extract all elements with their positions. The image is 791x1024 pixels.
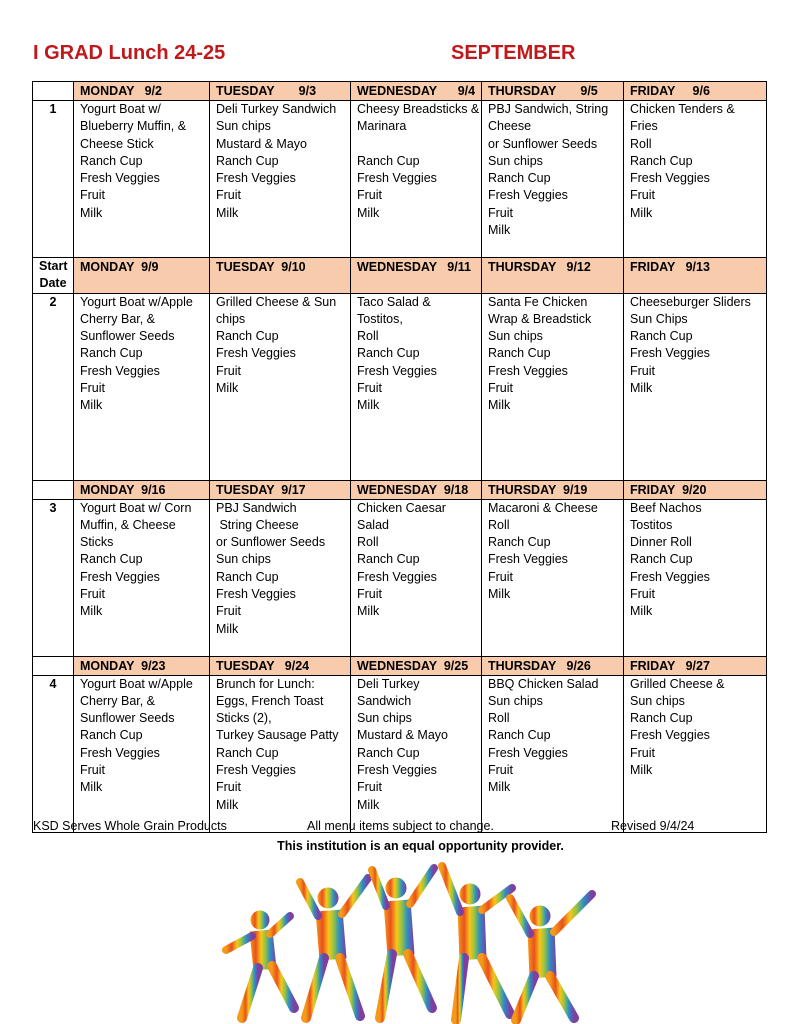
day-menu-cell	[482, 101, 624, 258]
menu-item: Wrap & Breadstick	[488, 311, 592, 326]
subject-to-change-note: All menu items subject to change.	[307, 819, 494, 833]
menu-item: Marinara	[357, 119, 407, 134]
day-menu-cell	[624, 499, 767, 656]
menu-item: Fruit	[488, 763, 513, 778]
menu-item: Ranch Cup	[80, 728, 143, 743]
whole-grain-note: KSD Serves Whole Grain Products	[33, 819, 227, 833]
menu-item: Fruit	[488, 381, 513, 396]
menu-item: Fresh Veggies	[488, 552, 568, 567]
menu-item: Milk	[630, 763, 653, 778]
menu-item: Sun chips	[488, 329, 543, 344]
menu-item: Ranch Cup	[357, 552, 420, 567]
day-menu-cell	[624, 293, 767, 480]
day-menu-cell	[351, 499, 482, 656]
menu-item: Muffin, & Cheese	[80, 517, 176, 532]
day-menu-cell	[210, 675, 351, 832]
equal-opportunity-statement: This institution is an equal opportunity provider.	[277, 839, 564, 853]
menu-item: Beef Nachos	[630, 500, 702, 515]
menu-item: Roll	[488, 517, 510, 532]
menu-item: Roll	[357, 329, 379, 344]
menu-item: Ranch Cup	[630, 153, 693, 168]
menu-item: Fresh Veggies	[357, 363, 437, 378]
start-date-label: Date	[39, 276, 67, 291]
menu-item: Milk	[357, 604, 380, 619]
menu-item: Milk	[80, 604, 103, 619]
day-menu-cell	[74, 293, 210, 480]
menu-item: Sunflower Seeds	[80, 711, 175, 726]
menu-item: Fresh Veggies	[630, 728, 710, 743]
menu-item: Sun chips	[216, 119, 271, 134]
day-menu-cell	[482, 675, 624, 832]
day-header: FRIDAY 9/20	[624, 480, 767, 499]
menu-item: Roll	[488, 711, 510, 726]
day-header: WEDNESDAY 9/4	[351, 82, 482, 101]
menu-item: Sun chips	[488, 693, 543, 708]
day-menu-cell	[210, 101, 351, 258]
menu-item: Ranch Cup	[80, 153, 143, 168]
menu-item: Milk	[80, 205, 103, 220]
menu-item: Tostitos	[630, 517, 673, 532]
menu-item: Milk	[357, 398, 380, 413]
day-header: WEDNESDAY 9/18	[351, 480, 482, 499]
day-header: THURSDAY 9/19	[482, 480, 624, 499]
menu-item: Tostitos,	[357, 311, 403, 326]
menu-item: Ranch Cup	[80, 346, 143, 361]
week-menu-row	[33, 499, 767, 656]
menu-item: Cherry Bar, &	[80, 311, 156, 326]
menu-item: Ranch Cup	[630, 552, 693, 567]
menu-item: Sun chips	[357, 711, 412, 726]
menu-item: Fruit	[216, 363, 241, 378]
revised-date: Revised 9/4/24	[611, 819, 695, 833]
day-header: FRIDAY 9/13	[624, 258, 767, 294]
day-menu-cell	[351, 293, 482, 480]
day-header: MONDAY 9/16	[74, 480, 210, 499]
day-header: MONDAY 9/2	[74, 82, 210, 101]
day-menu-cell	[624, 675, 767, 832]
day-header: THURSDAY 9/26	[482, 656, 624, 675]
week-menu-row	[33, 101, 767, 258]
menu-item: Sun chips	[488, 153, 543, 168]
menu-item: Taco Salad &	[357, 294, 431, 309]
day-header: WEDNESDAY 9/11	[351, 258, 482, 294]
menu-item: Ranch Cup	[357, 346, 420, 361]
menu-item: Ranch Cup	[488, 728, 551, 743]
menu-item: Fresh Veggies	[80, 363, 160, 378]
menu-item: Fruit	[630, 745, 655, 760]
menu-item: Fruit	[216, 188, 241, 203]
menu-item: Cherry Bar, &	[80, 693, 156, 708]
week-header-row	[33, 480, 767, 499]
menu-item: Ranch Cup	[488, 535, 551, 550]
menu-item: Fries	[630, 119, 658, 134]
menu-item: Milk	[488, 398, 511, 413]
menu-item: Milk	[80, 398, 103, 413]
menu-item: Ranch Cup	[357, 745, 420, 760]
week-header-row	[33, 82, 767, 101]
week-number: 3	[33, 499, 74, 656]
menu-item: Ranch Cup	[216, 569, 279, 584]
menu-item: Chicken Caesar	[357, 500, 446, 515]
menu-item: Sun chips	[216, 552, 271, 567]
menu-item: Fruit	[630, 363, 655, 378]
menu-item: Ranch Cup	[488, 171, 551, 186]
menu-item: Fruit	[80, 381, 105, 396]
week-header-corner	[33, 258, 74, 294]
day-menu-cell	[482, 499, 624, 656]
menu-item: or Sunflower Seeds	[216, 535, 326, 550]
menu-item: Yogurt Boat w/Apple	[80, 676, 193, 691]
menu-item: or Sunflower Seeds	[488, 136, 598, 151]
month-title: SEPTEMBER	[451, 42, 576, 64]
menu-item: Salad	[357, 517, 389, 532]
menu-item: Fresh Veggies	[216, 171, 296, 186]
menu-item: Milk	[630, 604, 653, 619]
day-header: TUESDAY 9/10	[210, 258, 351, 294]
menu-item: Fresh Veggies	[216, 346, 296, 361]
menu-item: Milk	[488, 587, 511, 602]
day-menu-cell	[482, 293, 624, 480]
menu-item: Fresh Veggies	[216, 763, 296, 778]
day-header: THURSDAY 9/5	[482, 82, 624, 101]
menu-item: Fresh Veggies	[80, 171, 160, 186]
day-header: TUESDAY 9/3	[210, 82, 351, 101]
menu-item: Cheesy Breadsticks &	[357, 102, 480, 116]
dancing-people-icon	[220, 858, 600, 1024]
menu-item: BBQ Chicken Salad	[488, 676, 599, 691]
day-header: FRIDAY 9/6	[624, 82, 767, 101]
menu-item: Deli Turkey	[357, 676, 420, 691]
menu-item: Fresh Veggies	[216, 587, 296, 602]
menu-item: Fresh Veggies	[80, 569, 160, 584]
week-header-corner	[33, 480, 74, 499]
menu-item: Dinner Roll	[630, 535, 692, 550]
menu-item: Milk	[216, 621, 239, 636]
menu-item: Milk	[488, 223, 511, 238]
menu-item: Fruit	[488, 205, 513, 220]
menu-item: Ranch Cup	[216, 745, 279, 760]
menu-item: Sunflower Seeds	[80, 329, 175, 344]
menu-item: Fruit	[357, 188, 382, 203]
menu-item: Sandwich	[357, 693, 412, 708]
menu-item: Fresh Veggies	[630, 569, 710, 584]
menu-item: Yogurt Boat w/	[80, 102, 161, 116]
menu-item: Fruit	[357, 587, 382, 602]
menu-item: Fruit	[357, 780, 382, 795]
menu-item: Fresh Veggies	[488, 363, 568, 378]
menu-item: Fresh Veggies	[630, 346, 710, 361]
start-date-label: Start	[39, 259, 68, 273]
menu-item: PBJ Sandwich	[216, 500, 297, 515]
menu-item: String Cheese	[216, 517, 299, 532]
menu-item: Fruit	[488, 569, 513, 584]
menu-item: Milk	[630, 381, 653, 396]
menu-item: Fruit	[630, 587, 655, 602]
menu-item: Fresh Veggies	[488, 188, 568, 203]
menu-item: Chicken Tenders &	[630, 102, 735, 116]
menu-item: Fruit	[216, 780, 241, 795]
menu-item: Cheese Stick	[80, 136, 154, 151]
menu-item: Deli Turkey Sandwich	[216, 102, 337, 116]
menu-item: Blueberry Muffin, &	[80, 119, 187, 134]
day-menu-cell	[351, 101, 482, 258]
menu-item: Mustard & Mayo	[216, 136, 308, 151]
menu-item: Fruit	[216, 604, 241, 619]
menu-item: Fruit	[80, 587, 105, 602]
menu-item: Fruit	[357, 381, 382, 396]
menu-item: Sticks (2),	[216, 711, 272, 726]
day-header: FRIDAY 9/27	[624, 656, 767, 675]
day-header: MONDAY 9/23	[74, 656, 210, 675]
week-menu-row	[33, 675, 767, 832]
menu-item: Ranch Cup	[216, 329, 279, 344]
menu-item: Ranch Cup	[630, 711, 693, 726]
menu-item: Sun Chips	[630, 311, 688, 326]
week-number: 2	[33, 293, 74, 480]
menu-item: Roll	[357, 535, 379, 550]
day-menu-cell	[210, 293, 351, 480]
menu-item: Cheeseburger Sliders	[630, 294, 751, 309]
day-menu-cell	[74, 101, 210, 258]
day-header: WEDNESDAY 9/25	[351, 656, 482, 675]
menu-item: Fruit	[80, 763, 105, 778]
day-header: THURSDAY 9/12	[482, 258, 624, 294]
week-number: 1	[33, 101, 74, 258]
menu-item: Milk	[216, 797, 239, 812]
menu-item: Fruit	[630, 188, 655, 203]
menu-item: Milk	[630, 205, 653, 220]
menu-item: Sun chips	[630, 693, 685, 708]
lunch-menu-table	[32, 81, 767, 833]
week-number: 4	[33, 675, 74, 832]
menu-item: Fresh Veggies	[488, 745, 568, 760]
menu-item: Cheese	[488, 119, 532, 134]
menu-item: Yogurt Boat w/Apple	[80, 294, 193, 309]
menu-item: Brunch for Lunch:	[216, 676, 315, 691]
menu-item: Eggs, French Toast	[216, 693, 324, 708]
menu-item: Roll	[630, 136, 652, 151]
menu-item: PBJ Sandwich, String	[488, 102, 609, 116]
menu-item: Fresh Veggies	[357, 569, 437, 584]
menu-item: Milk	[357, 205, 380, 220]
menu-item: Grilled Cheese &	[630, 676, 725, 691]
menu-item: Fresh Veggies	[630, 171, 710, 186]
menu-item: Milk	[357, 797, 380, 812]
menu-item: Ranch Cup	[357, 153, 420, 168]
week-header-row	[33, 258, 767, 294]
day-menu-cell	[210, 499, 351, 656]
menu-item: Grilled Cheese & Sun	[216, 294, 337, 309]
menu-item: Fresh Veggies	[80, 745, 160, 760]
week-header-row	[33, 656, 767, 675]
menu-item: Milk	[216, 205, 239, 220]
week-menu-row	[33, 293, 767, 480]
day-header: TUESDAY 9/24	[210, 656, 351, 675]
day-menu-cell	[74, 499, 210, 656]
week-header-corner	[33, 82, 74, 101]
menu-item: Sticks	[80, 535, 114, 550]
menu-title: I GRAD Lunch 24-25	[33, 42, 226, 64]
menu-item: Milk	[216, 381, 239, 396]
day-menu-cell	[624, 101, 767, 258]
menu-item: Milk	[488, 780, 511, 795]
day-header: TUESDAY 9/17	[210, 480, 351, 499]
menu-item: Mustard & Mayo	[357, 728, 449, 743]
menu-item: Milk	[80, 780, 103, 795]
menu-item: Yogurt Boat w/ Corn	[80, 500, 192, 515]
menu-item: chips	[216, 311, 246, 326]
menu-item: Turkey Sausage Patty	[216, 728, 339, 743]
menu-item: Fresh Veggies	[357, 171, 437, 186]
menu-item: Ranch Cup	[80, 552, 143, 567]
menu-item: Macaroni & Cheese	[488, 500, 598, 515]
menu-item: Fresh Veggies	[357, 763, 437, 778]
menu-item: Ranch Cup	[488, 346, 551, 361]
day-header: MONDAY 9/9	[74, 258, 210, 294]
week-header-corner	[33, 656, 74, 675]
menu-item: Ranch Cup	[216, 153, 279, 168]
menu-item	[357, 136, 475, 153]
menu-item: Ranch Cup	[630, 329, 693, 344]
day-menu-cell	[74, 675, 210, 832]
menu-item: Santa Fe Chicken	[488, 294, 588, 309]
menu-item: Fruit	[80, 188, 105, 203]
day-menu-cell	[351, 675, 482, 832]
